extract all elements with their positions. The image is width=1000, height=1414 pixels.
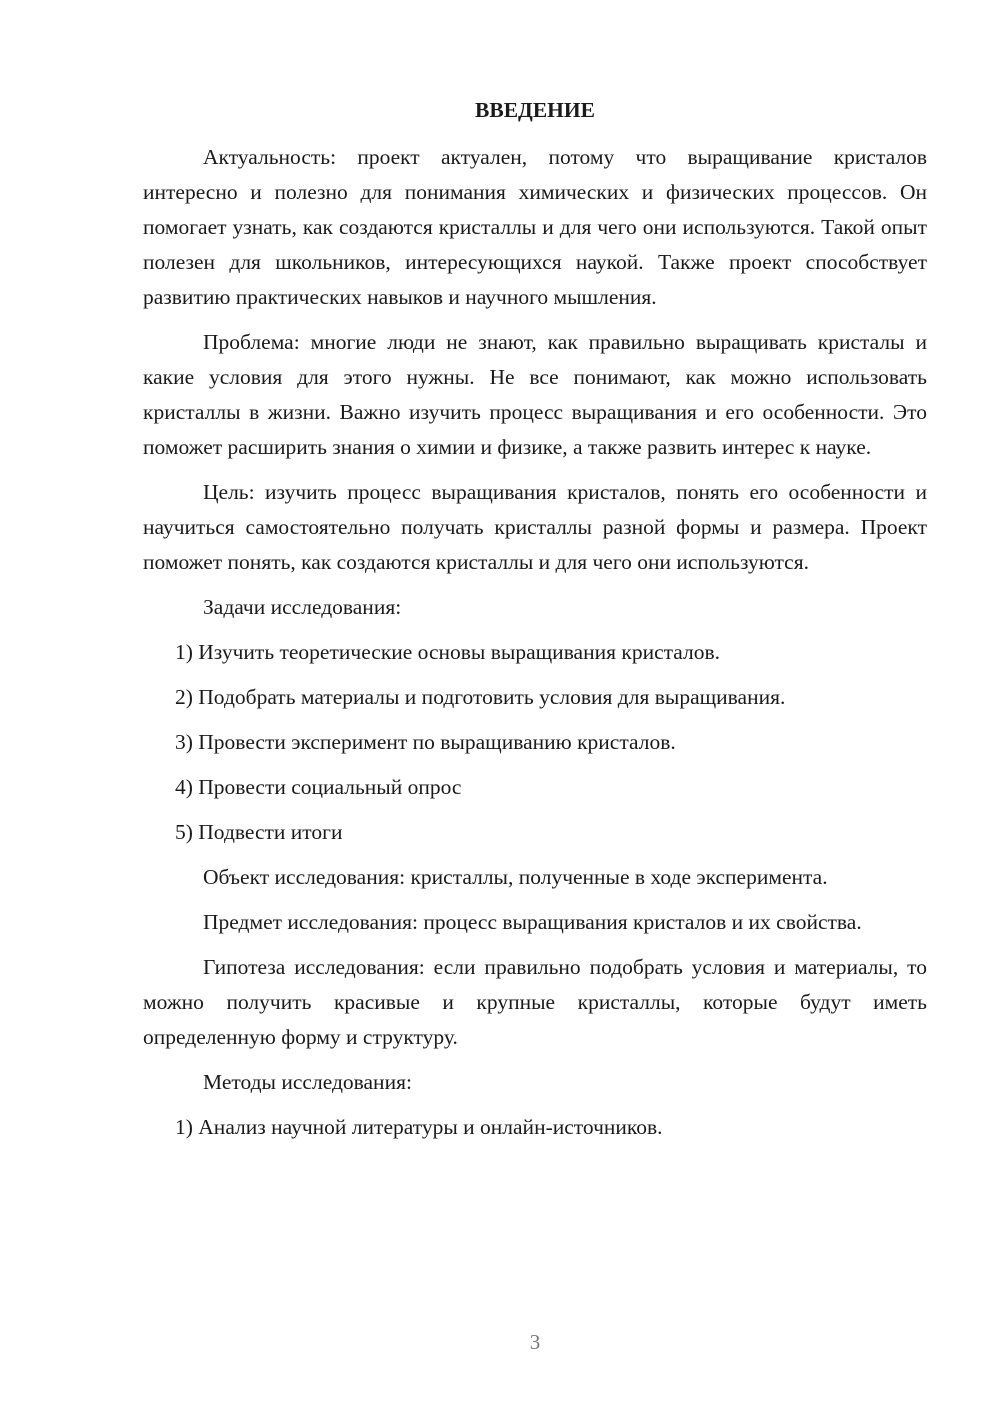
paragraph-object: Объект исследования: кристаллы, полученные в ходе эксперимента. [203,865,828,889]
page-number: 3 [529,1330,541,1354]
paragraph-subject: Предмет исследования: процесс выращивания кристалов и их свойства. [203,910,862,934]
methods-heading: Методы исследования: [203,1070,412,1094]
paragraph-hypothesis: Гипотеза исследования: если правильно подобрать условия и материалы, то можно получить красивые и крупные кристаллы, которые будут иметь определенную форму и структуру. [143,955,927,1049]
list-item: 5) Подвести итоги [175,820,343,844]
paragraph-problem: Проблема: многие люди не знают, как правильно выращивать кристалы и какие условия для этого нужны. Не все понимают, как можно использовать кристаллы в жизни. Важно изучить процесс выращивания и его особенности. Это поможет расширить знания о химии и физике, а также развить интерес к науке. [143,330,927,459]
list-item: 3) Провести эксперимент по выращиванию кристалов. [175,730,676,754]
tasks-list [143,635,927,850]
paragraph-relevance: Актуальность: проект актуален, потому что выращивание кристалов интересно и полезно для понимания химических и физических процессов. Он помогает узнать, как создаются кристаллы и для чего они используются. Такой опыт полезен для школьников, интересующихся наукой. Также проект способствует развитию практических навыков и научного мышления. [143,145,927,309]
list-item: 2) Подобрать материалы и подготовить условия для выращивания. [175,685,786,709]
list-item: 4) Провести социальный опрос [175,775,462,799]
methods-list [143,1110,927,1145]
document-page [143,93,927,1155]
paragraph-goal: Цель: изучить процесс выращивания кристалов, понять его особенности и научиться самостоятельно получать кристаллы разной формы и размера. Проект поможет понять, как создаются кристаллы и для чего они используются. [143,480,927,574]
list-item: 1) Изучить теоретические основы выращивания кристалов. [175,640,721,664]
page-title: ВВЕДЕНИЕ [475,98,595,122]
list-item: 1) Анализ научной литературы и онлайн-источников. [175,1115,663,1139]
tasks-heading: Задачи исследования: [203,595,402,619]
